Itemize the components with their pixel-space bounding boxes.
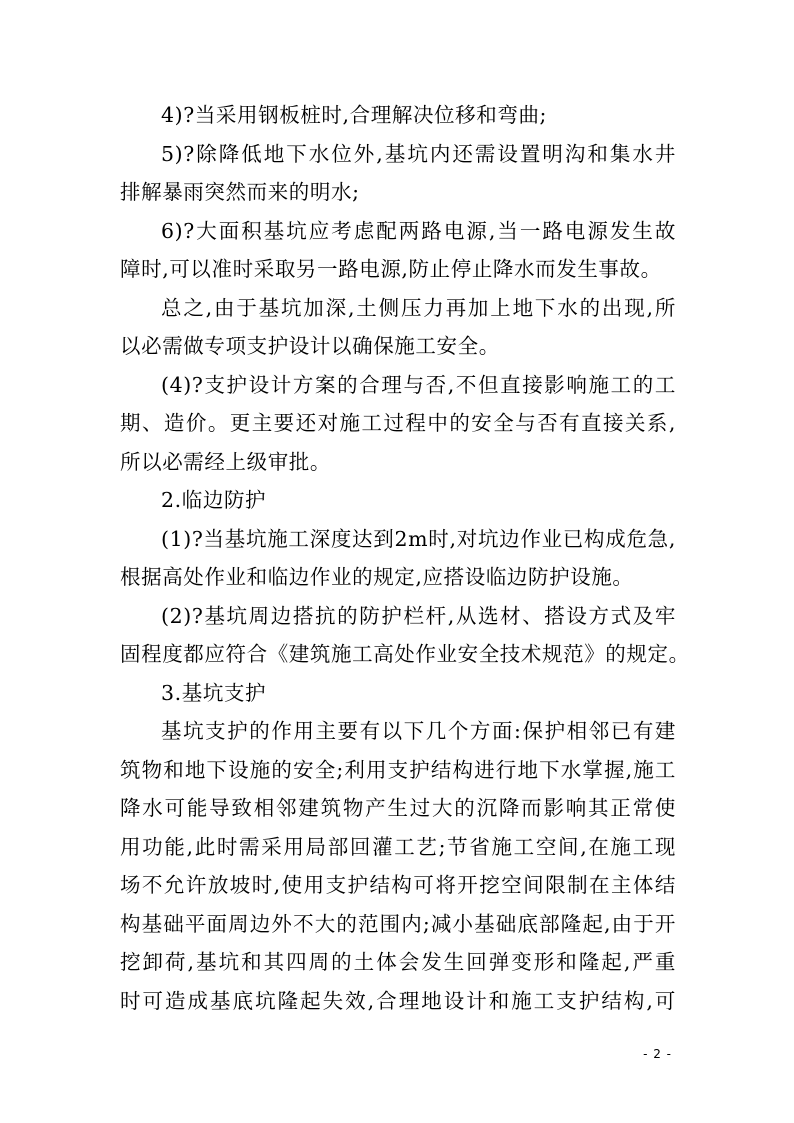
text-line: 期、造价。更主要还对施工过程中的安全与否有直接关系,	[120, 411, 676, 435]
text-line: 5)?除降低地下水位外,基坑内还需设置明沟和集水井	[161, 141, 676, 166]
text-line: 降水可能导致相邻建筑物产生过大的沉降而影响其正常使	[120, 796, 676, 820]
text-line: 总之,由于基坑加深,土侧压力再加上地下水的出现,所	[161, 295, 676, 320]
text-line: (4)?支护设计方案的合理与否,不但直接影响施工的工	[161, 372, 676, 397]
paragraph-4	[120, 289, 676, 366]
paragraph-1	[120, 96, 676, 135]
text-line: 6)?大面积基坑应考虑配两路电源,当一路电源发生故	[161, 218, 676, 243]
text-line: (1)?当基坑施工深度达到2m时,对坑边作业已构成危急,	[161, 526, 676, 551]
text-line: 障时,可以准时采取另一路电源,防止停止降水而发生事故。	[120, 257, 662, 281]
text-line: 根据高处作业和临边作业的规定,应搭设临边防护设施。	[120, 565, 634, 589]
text-line: 2.临边防护	[161, 488, 267, 512]
paragraph-6	[120, 520, 676, 597]
text-line: 以必需做专项支护设计以确保施工安全。	[120, 334, 500, 358]
paragraph-3	[120, 212, 676, 289]
paragraph-8	[120, 712, 676, 1020]
section-heading-pit-support	[120, 674, 676, 713]
text-line: 用功能,此时需采用局部回灌工艺;节省施工空间,在施工现	[120, 834, 676, 859]
text-line: 挖卸荷,基坑和其四周的土体会发生回弹变形和隆起,严重	[120, 950, 676, 974]
section-heading-edge-protection	[120, 481, 676, 520]
text-line: 时可造成基底坑隆起失效,合理地设计和施工支护结构,可	[120, 988, 676, 1013]
text-line: 排解暴雨突然而来的明水;	[120, 180, 360, 204]
text-line: 筑物和地下设施的安全;利用支护结构进行地下水掌握,施工	[120, 757, 676, 782]
text-line: 4)?当采用钢板桩时,合理解决位移和弯曲;	[161, 103, 548, 127]
text-line: 构基础平面周边外不大的范围内;减小基础底部隆起,由于开	[120, 911, 676, 936]
text-line: 基坑支护的作用主要有以下几个方面:保护相邻已有建	[161, 719, 676, 743]
page-number: - 2 -	[643, 1047, 672, 1061]
text-line: 3.基坑支护	[161, 680, 267, 705]
paragraph-7	[120, 597, 690, 674]
text-line: 所以必需经上级审批。	[120, 449, 331, 474]
paragraph-2	[120, 135, 676, 212]
paragraph-5	[120, 366, 676, 482]
text-line: (2)?基坑周边搭抗的防护栏杆,从选材、搭设方式及牢	[161, 603, 676, 628]
text-line: 场不允许放坡时,使用支护结构可将开挖空间限制在主体结	[120, 873, 676, 897]
document-body	[120, 96, 690, 1020]
text-line: 固程度都应符合《建筑施工高处作业安全技术规范》的规定。	[120, 642, 690, 666]
